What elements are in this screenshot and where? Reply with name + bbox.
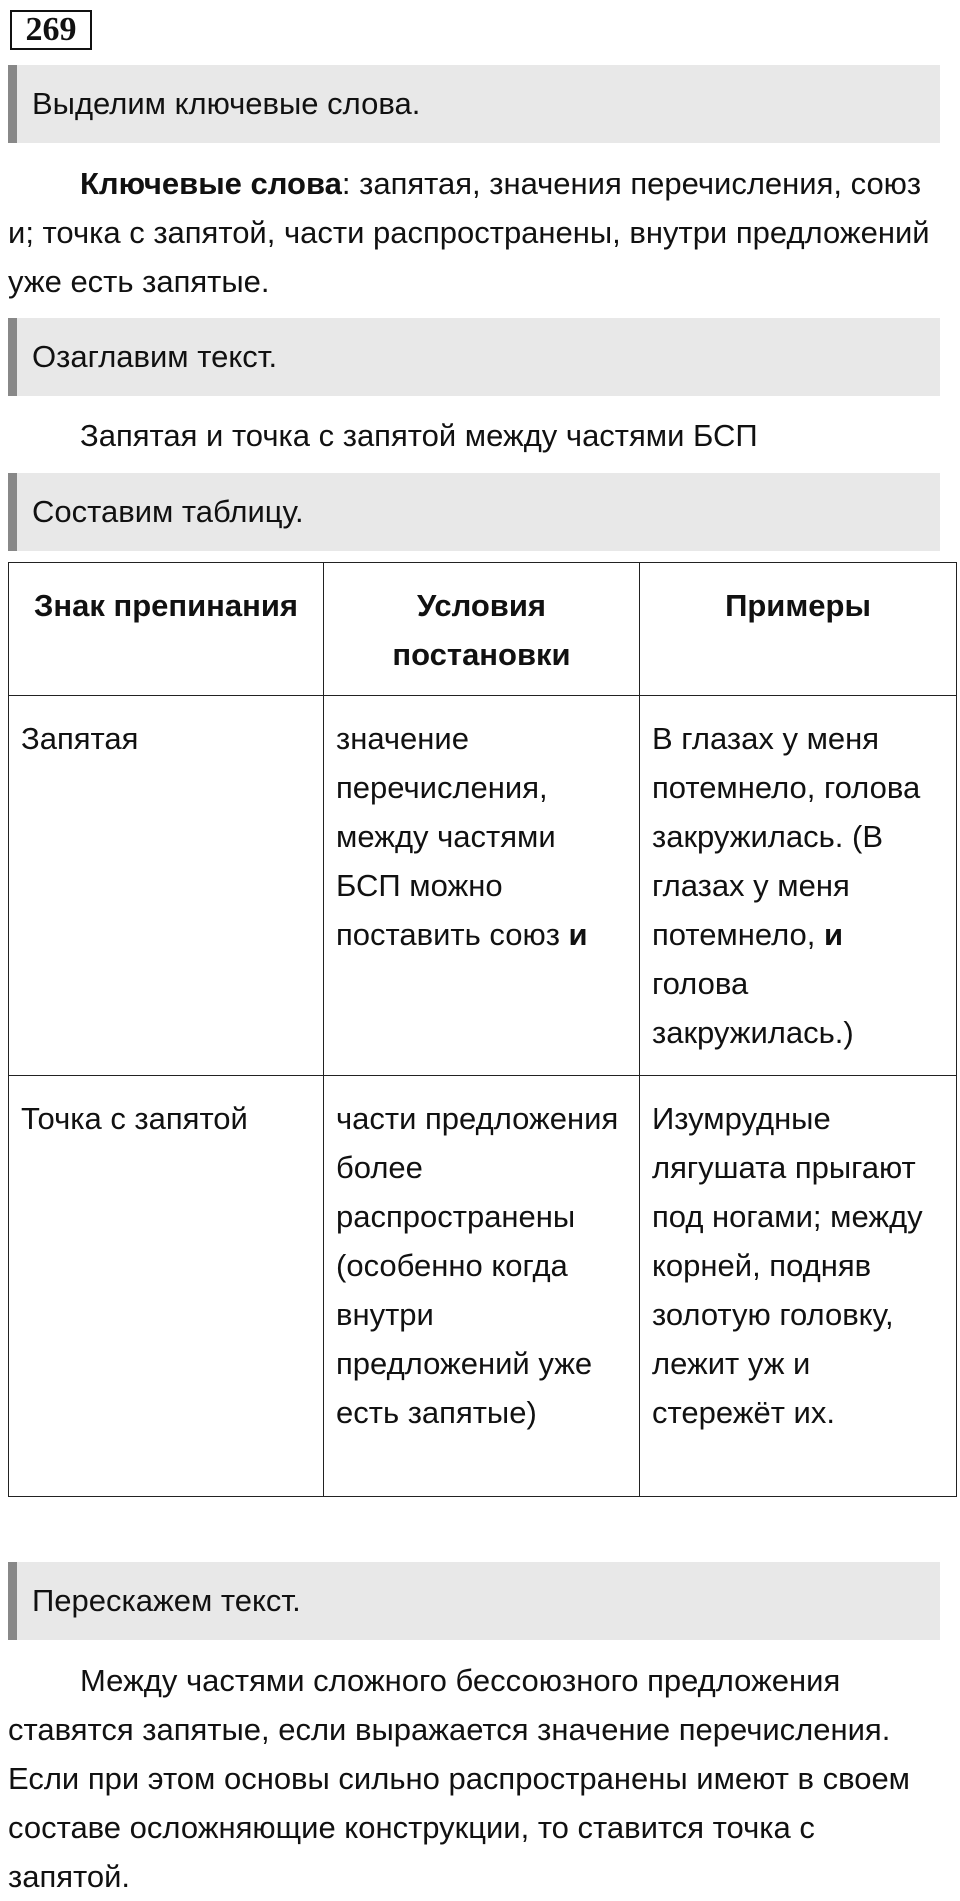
keywords-label: Ключевые слова [80,166,342,201]
example-text: В глазах у меня потемнело, голова закружилась. (В глазах у меня потемнело, [652,721,921,952]
table-header-cell: Примеры [640,563,957,696]
table-cell-example [640,696,957,1076]
table-header-row [9,563,957,696]
section-heading-table: Составим таблицу. [8,473,940,551]
table-header-cell: Условия постановки [324,563,640,696]
retell-paragraph: Между частями сложного бессоюзного предложения ставятся запятые, если выражается значение перечисления. Если при этом основы сильно распространены имеют в своем составе осложняющие конструкции, то ставится точка с запятой. [8,1663,910,1894]
example-text-end: голова закружилась.) [652,966,854,1050]
section-heading-keywords: Выделим ключевые слова. [8,65,940,143]
section-heading-title: Озаглавим текст. [8,318,940,396]
exercise-number: 269 [10,10,92,50]
condition-text: значение перечисления, между частями БСП можно поставить союз [336,721,569,952]
table-cell-condition: части предложения более распространены (особенно когда внутри предложений уже есть запятые) [324,1076,640,1497]
table-header-cell: Знак препинания [9,563,324,696]
example-bold: и [823,917,844,952]
keywords-text: : запятая, значения перечисления, союз и; точка с запятой, части распространены, внутри предложений уже есть запятые. [8,166,930,299]
punctuation-table [8,562,957,1497]
section-heading-retell: Перескажем текст. [8,1562,940,1640]
table-cell-condition [324,696,640,1076]
table-cell-sign: Запятая [9,696,324,1076]
table-row [9,1076,957,1497]
table-row [9,696,957,1076]
title-paragraph: Запятая и точка с запятой между частями БСП [80,418,758,453]
condition-bold: и [568,917,588,952]
table-cell-example: Изумрудные лягушата прыгают под ногами; между корней, подняв золотую головку, лежит уж и стережёт их. [640,1076,957,1497]
keywords-paragraph [8,159,938,306]
table-cell-sign: Точка с запятой [9,1076,324,1497]
